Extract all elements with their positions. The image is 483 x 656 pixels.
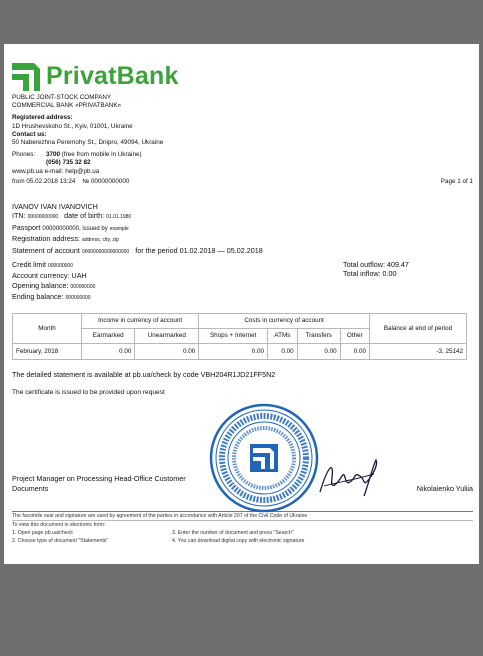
document-meta <box>12 178 473 186</box>
cell-unearmarked: 0.00 <box>135 343 199 359</box>
registered-label: Registered address: <box>12 114 73 122</box>
client-itn: 00000000000 <box>27 214 59 221</box>
client-itn-line: ITN: 00000000000 date of birth: 01.01.1980 <box>12 211 132 221</box>
header-earmarked: Earmarked <box>82 328 135 343</box>
view-instructions <box>12 529 473 545</box>
client-passport-issuer: example <box>109 225 129 232</box>
legal-line-2: COMMERCIAL BANK «PRIVATBANK» <box>12 102 122 110</box>
signer-title-line-2: Documents <box>12 483 49 493</box>
signer-title-line-1: Project Manager on Processing Head-Office Customer <box>12 474 186 484</box>
cell-earmarked: 0.00 <box>82 343 135 359</box>
client-info <box>12 202 473 304</box>
view-instructions-title: To view this document in electronic form: <box>12 522 106 529</box>
signer-name: Nikolaienko Yuliia <box>416 483 473 493</box>
document-date: from 05.02.2018 13:24 <box>12 177 76 185</box>
credit-limit: 000000000 <box>47 263 73 270</box>
registered-value: 1D Hrushevskoho St., Kyiv, 01001, Ukraine <box>12 122 133 130</box>
cell-transfers: 0.00 <box>297 343 340 359</box>
seal-signature-area <box>12 396 473 516</box>
web-email-line <box>12 168 473 176</box>
phone-2: (056) 735 32 82 <box>46 159 91 167</box>
account-summary: Credit limit 000000000 Account currency: UAH Opening balance: 000000000 Ending balance: 000000000 Total outflow: 409.47 Total inflow: 0.00 <box>12 260 473 304</box>
statement-table <box>12 313 467 360</box>
client-passport: 00000000000, issued by <box>42 225 108 232</box>
client-dob: 01.01.1980 <box>106 214 132 221</box>
header-balance: Balance at end of period <box>369 313 466 343</box>
privatbank-logo-icon <box>12 61 42 91</box>
header-month: Month <box>13 313 82 343</box>
total-inflow: Total inflow: 0.00 <box>343 269 397 279</box>
client-registration-line: Registration address: address, city, zip <box>12 234 119 244</box>
document-footer <box>12 511 473 545</box>
bank-legal-info <box>12 94 473 186</box>
table-row <box>13 343 467 359</box>
phone-1-note: (free from mobile in Ukraine) <box>61 151 142 159</box>
cell-month: February, 2018 <box>13 343 82 359</box>
header-income: Income in currency of account <box>82 313 199 328</box>
total-outflow: Total outflow: 409.47 <box>343 260 409 270</box>
instruction-step-2: 2. Choose type of document "Statements" <box>12 538 109 545</box>
instruction-step-1: 1. Open page pb.ua/check <box>12 530 73 537</box>
account-currency: Account currency: UAH <box>12 271 87 281</box>
cell-shops-internet: 0.00 <box>199 343 268 359</box>
instruction-step-3: 3. Enter the number of document and press "Search" <box>172 530 294 537</box>
bank-logo <box>12 60 473 92</box>
page-indicator: Page 1 of 1 <box>440 177 473 185</box>
document-number: № 00000000000 <box>82 177 130 185</box>
legal-line-1: PUBLIC JOINT-STOCK COMPANY <box>12 94 112 101</box>
client-registration: address, city, zip <box>81 237 119 244</box>
header-shops-internet: Shops + Internet <box>199 328 268 343</box>
account-number: 00000000000000000 <box>81 248 130 255</box>
cell-other: 0.00 <box>340 343 369 359</box>
header-other: Other <box>340 328 369 343</box>
cell-atms: 0.00 <box>268 343 298 359</box>
bank-seal-icon <box>208 402 320 514</box>
opening-balance: 000000000 <box>70 283 96 290</box>
phones-block <box>12 151 473 167</box>
cell-balance: -3, 25142 <box>369 343 466 359</box>
bank-email: e-mail: help@pb.ua <box>44 167 100 175</box>
statement-check-note: The detailed statement is available at pb.ua/check by code VBH204R1JD21FF5N2 <box>12 369 276 379</box>
client-passport-line: Passport 00000000000, issued by example <box>12 222 129 232</box>
phone-1: 3700 <box>46 151 61 159</box>
statement-period: for the period 01.02.2018 — 05.02.2018 <box>135 245 263 255</box>
contact-value: 50 Naberezhna Peremohy St., Dnipro, 49094, Ukraine <box>12 139 164 147</box>
signer-row <box>12 474 473 493</box>
facsimile-note: The facsimile seal and signature are used by agreement of the parties in accordance with Article 207 of the Civil Code of Ukraine <box>12 512 473 521</box>
header-atms: ATMs <box>268 328 298 343</box>
header-unearmarked: Unearmarked <box>135 328 199 343</box>
header-costs: Costs in currency of account <box>199 313 370 328</box>
instruction-step-4: 4. You can download digital copy with electronic signature <box>172 538 305 545</box>
certificate-note: The certificate is issued to be provided upon request <box>12 389 165 397</box>
bank-website: www.pb.ua <box>12 167 43 175</box>
phones-label: Phones: <box>12 151 36 159</box>
header-transfers: Transfers <box>297 328 340 343</box>
statement-document <box>4 44 479 564</box>
statement-line: Statement of account 00000000000000000 for the period 01.02.2018 — 05.02.2018 <box>12 245 263 255</box>
bank-name: PrivatBank <box>46 61 179 90</box>
client-name: IVANOV IVAN IVANOVICH <box>12 202 98 212</box>
contact-label: Contact us: <box>12 130 47 138</box>
ending-balance: 000000000 <box>65 295 91 302</box>
